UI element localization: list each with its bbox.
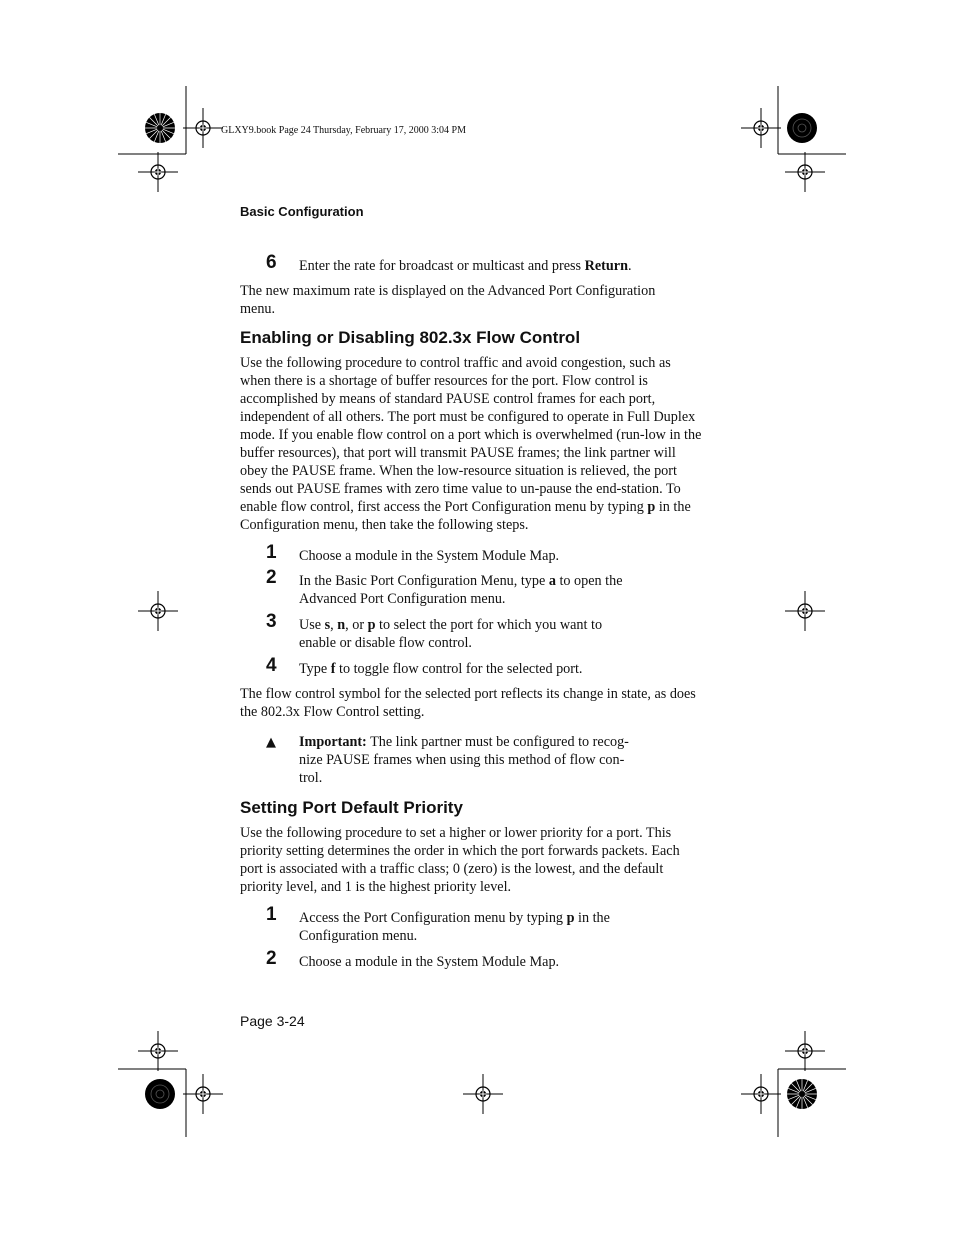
paragraph: The flow control symbol for the selected port reflects its change in state, as does the 802.3x Flow Control setting. — [240, 686, 696, 720]
step-text: Use s, n, or p to select the port for which you want to enable or disable flow control. — [299, 617, 603, 651]
step-text: Type f to toggle flow control for the selected port. — [299, 661, 583, 677]
paragraph: The new maximum rate is displayed on the Advanced Port Configuration menu. — [240, 283, 656, 317]
print-slug: GLXY9.book Page 24 Thursday, February 17, 2000 3:04 PM — [221, 125, 466, 136]
page-number: Page 3-24 — [240, 1013, 305, 1029]
important-note: Important: The link partner must be configured to recog-nize PAUSE frames when using this method of flow con-trol. — [299, 734, 629, 786]
warning-triangle-icon: ▲ — [266, 735, 276, 750]
step-number: 6 — [266, 252, 277, 273]
running-head: Basic Configuration — [240, 204, 364, 219]
paragraph: Use the following procedure to set a higher or lower priority for a port. This priority setting determines the order in which the port forwards packets. Each port is associated with a traffic class; 0 (zero) is the lowest, and the default priority level, and 1 is the highest priority level. — [240, 825, 680, 895]
step-text: In the Basic Port Configuration Menu, type a to open the Advanced Port Configuration menu. — [299, 573, 623, 607]
step-number: 4 — [266, 655, 277, 676]
step-number: 1 — [266, 904, 277, 925]
paragraph: Use the following procedure to control traffic and avoid congestion, such as when there is a shortage of buffer resources for the port. Flow control is accomplished by means of standard PAUSE control frames for each port, independent of all others. The port must be configured to operate in Full Duplex mode. If you enable flow control on a port which is overwhelmed (run-low in the buffer resources), that port will transmit PAUSE frames; the link partner will obey the PAUSE frame. When the low-resource situation is relieved, the port sends out PAUSE frames with zero time value to un-pause the end-station. To enable flow control, first access the Port Configuration menu by typing p in the Configuration menu, then take the following steps. — [240, 355, 702, 533]
step-number: 2 — [266, 948, 277, 969]
step-number: 2 — [266, 567, 277, 588]
step-number: 3 — [266, 611, 277, 632]
step-text: Choose a module in the System Module Map. — [299, 548, 560, 564]
step-text: Enter the rate for broadcast or multicast and press Return. — [299, 258, 632, 274]
step-text: Choose a module in the System Module Map. — [299, 954, 560, 970]
step-text: Access the Port Configuration menu by typing p in the Configuration menu. — [299, 910, 610, 944]
section-heading: Setting Port Default Priority — [240, 798, 463, 817]
section-heading: Enabling or Disabling 802.3x Flow Control — [240, 328, 581, 347]
step-number: 1 — [266, 542, 277, 563]
